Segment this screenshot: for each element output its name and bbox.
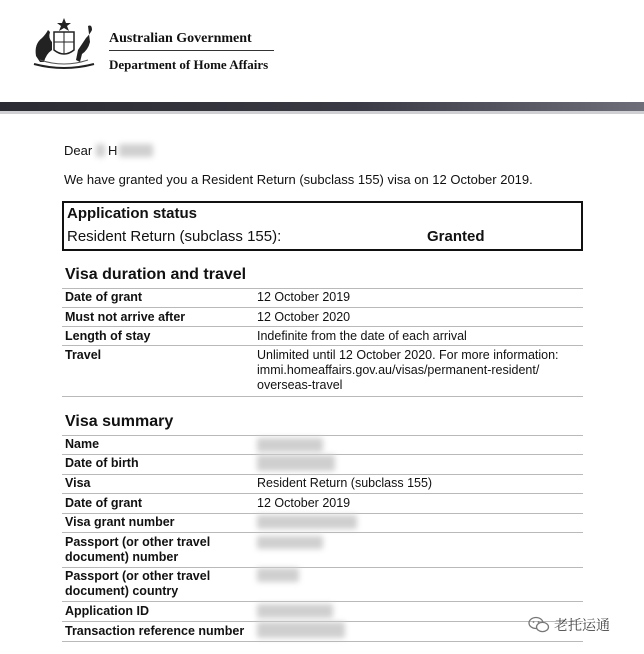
department-name: Department of Home Affairs [109, 57, 269, 72]
row-divider [62, 326, 583, 327]
government-name: Australian Government [109, 31, 252, 46]
row-label-transaction-reference: Transaction reference number [65, 624, 245, 638]
row-value-summary-date-of-grant: 12 October 2019 [257, 496, 351, 510]
coat-of-arms-icon [26, 16, 102, 72]
redacted-visa-grant-number [257, 515, 357, 529]
salutation [64, 143, 92, 158]
page-header [0, 0, 644, 102]
row-value-travel-line2[interactable]: immi.homeaffairs.gov.au/visas/permanent-resident/ [257, 363, 540, 377]
row-divider [62, 567, 583, 568]
row-divider [62, 493, 583, 494]
row-label-passport-number-line1: Passport (or other travel [65, 535, 211, 549]
row-divider [62, 435, 583, 436]
header-band-shadow [0, 111, 644, 114]
row-label-visa-grant-number: Visa grant number [65, 515, 175, 529]
redacted-application-id [257, 604, 333, 618]
summary-section-title: Visa summary [65, 413, 174, 430]
row-value-must-not-arrive: 12 October 2020 [257, 310, 351, 324]
row-label-must-not-arrive: Must not arrive after [65, 310, 186, 324]
row-value-visa: Resident Return (subclass 155) [257, 476, 433, 490]
row-divider [62, 513, 583, 514]
redacted-passport-country [257, 568, 299, 582]
redacted-date-of-birth [257, 455, 335, 471]
row-value-travel-line1: Unlimited until 12 October 2020. For more information: [257, 348, 559, 362]
status-title: Application status [67, 205, 198, 222]
header-band [0, 102, 644, 111]
row-value-date-of-grant: 12 October 2019 [257, 290, 351, 304]
row-divider [62, 396, 583, 397]
row-divider [62, 307, 583, 308]
salutation-initial: H [108, 143, 118, 158]
row-divider [62, 474, 583, 475]
row-divider [62, 532, 583, 533]
row-label-date-of-grant: Date of grant [65, 290, 143, 304]
redacted-surname [119, 144, 153, 157]
row-label-date-of-birth: Date of birth [65, 456, 139, 470]
row-divider [62, 601, 583, 602]
row-label-passport-number-line2: document) number [65, 550, 179, 564]
row-label-application-id: Application ID [65, 604, 150, 618]
salutation-prefix: Dear [64, 143, 93, 158]
header-divider [109, 50, 274, 51]
row-label-passport-country-line1: Passport (or other travel [65, 569, 211, 583]
watermark-text: 老托运通 [554, 617, 610, 633]
row-divider [62, 288, 583, 289]
row-label-length-of-stay: Length of stay [65, 329, 151, 343]
redacted-transaction-reference [257, 622, 345, 638]
wechat-icon [528, 616, 550, 634]
row-label-summary-date-of-grant: Date of grant [65, 496, 143, 510]
row-value-length-of-stay: Indefinite from the date of each arrival [257, 329, 467, 343]
row-divider [62, 345, 583, 346]
application-status-box [62, 201, 583, 251]
redacted-name [257, 438, 323, 452]
row-label-passport-country-line2: document) country [65, 584, 179, 598]
row-divider [62, 641, 583, 642]
redacted-first-name [96, 144, 105, 157]
row-value-travel-line3[interactable]: overseas-travel [257, 378, 343, 392]
wechat-watermark [528, 614, 610, 636]
row-label-visa: Visa [65, 476, 91, 490]
status-visa: Resident Return (subclass 155): [67, 228, 282, 245]
redacted-passport-number [257, 536, 323, 549]
row-label-name: Name [65, 437, 100, 451]
status-badge: Granted [427, 228, 485, 245]
grant-intro: We have granted you a Resident Return (subclass 155) visa on 12 October 2019. [64, 172, 533, 187]
row-label-travel: Travel [65, 348, 102, 362]
duration-section-title: Visa duration and travel [65, 266, 247, 283]
